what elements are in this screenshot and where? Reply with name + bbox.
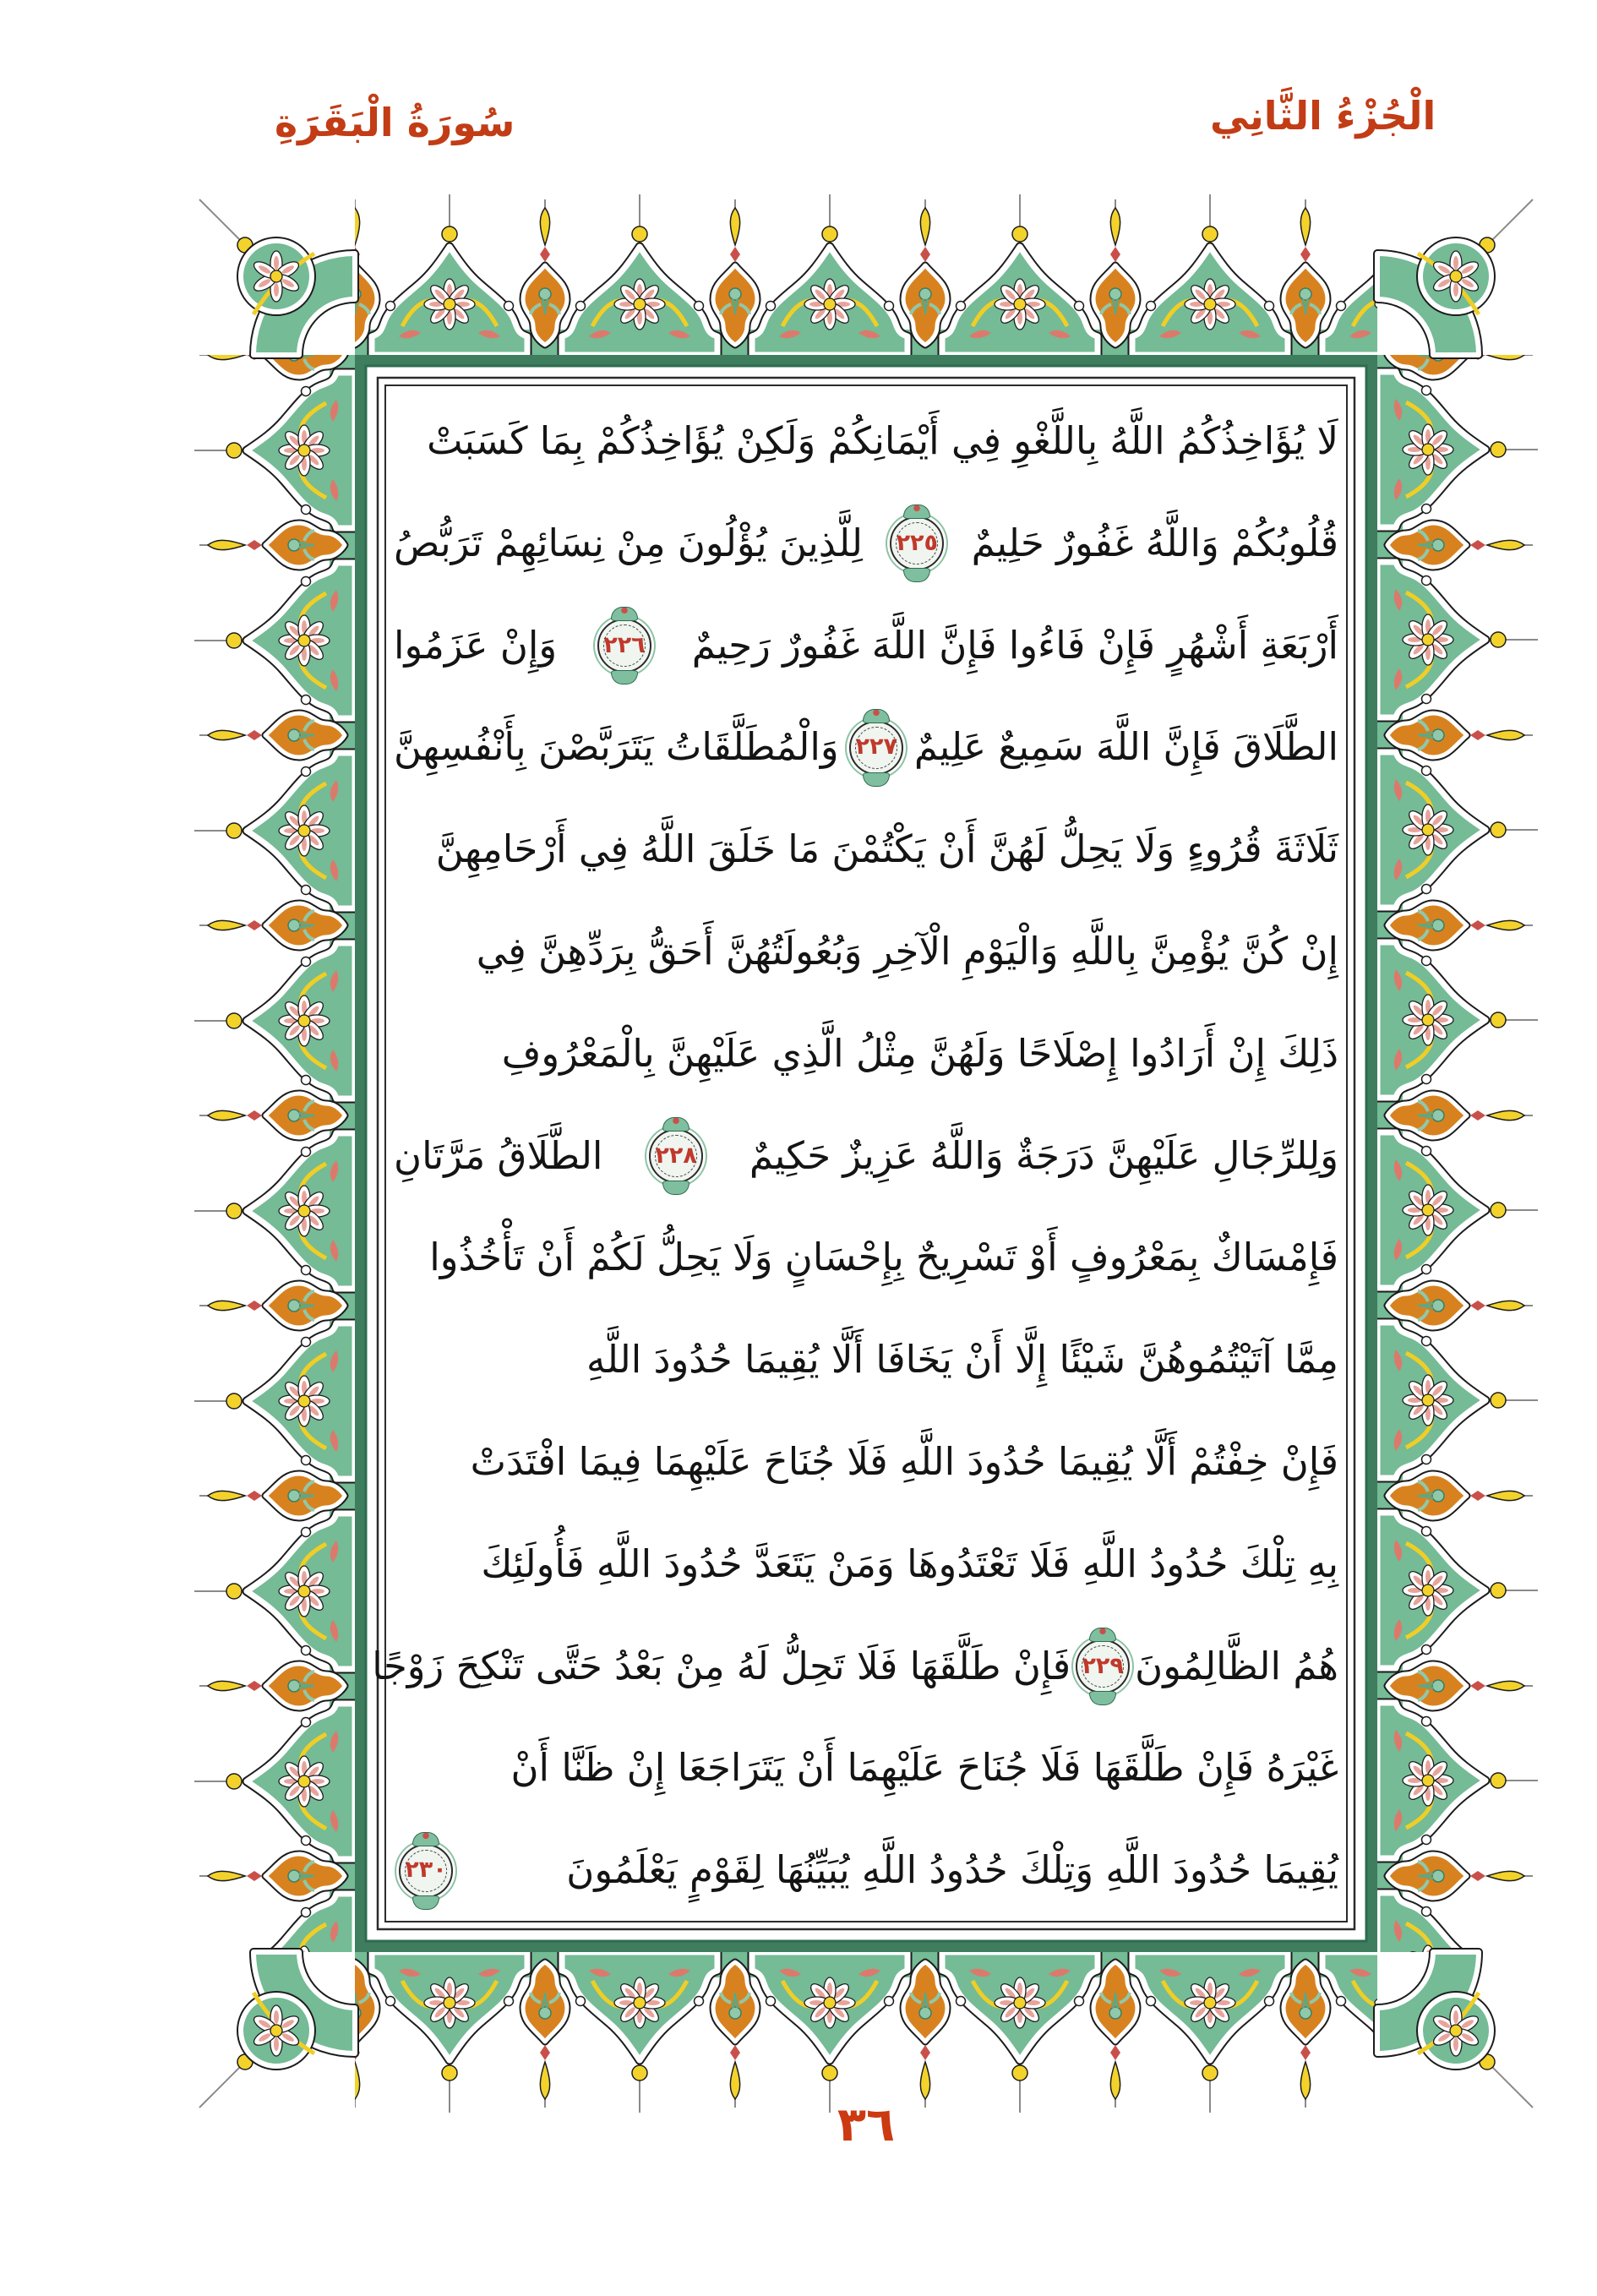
ayah-text: بِهِ تِلْكَ حُدُودُ اللَّهِ فَلَا تَعْتَدُوهَا وَمَنْ يَتَعَدَّ حُدُودَ اللَّهِ فَأُولَئِكَ bbox=[481, 1541, 1338, 1586]
border-band-bottom bbox=[355, 1952, 1377, 2113]
border-band-left bbox=[194, 355, 355, 1952]
verse-marker: ٢٢٩ bbox=[1076, 1639, 1130, 1693]
ayah-text: مِمَّا آتَيْتُمُوهُنَّ شَيْئًا إِلَّا أَنْ يَخَافَا أَلَّا يُقِيمَا حُدُودَ اللَّهِ bbox=[586, 1337, 1338, 1383]
surah-title: سُورَةُ الْبَقَرَةِ bbox=[275, 100, 515, 145]
quran-line bbox=[394, 1105, 1338, 1208]
quran-line bbox=[394, 1411, 1338, 1513]
juz-title: الْجُزْءُ الثَّانِي bbox=[1210, 93, 1436, 139]
ayah-text: وَلِلرِّجَالِ عَلَيْهِنَّ دَرَجَةٌ وَاللَّهُ عَزِيزٌ حَكِيمٌ bbox=[749, 1132, 1338, 1178]
page-number: ٣٦ bbox=[837, 2097, 896, 2152]
verse-marker: ٢٢٧ bbox=[849, 721, 903, 775]
quran-line bbox=[394, 595, 1338, 697]
verse-marker: ٢٣٠ bbox=[399, 1844, 453, 1898]
ayah-text: لِلَّذِينَ يُؤْلُونَ مِنْ نِسَائِهِمْ تَرَبُّصُ bbox=[394, 520, 863, 565]
quran-line bbox=[394, 901, 1338, 1003]
ayah-text: الطَّلَاقُ مَرَّتَانِ bbox=[394, 1132, 603, 1178]
ayah-text: أَرْبَعَةِ أَشْهُرٍ فَإِنْ فَاءُوا فَإِنَّ اللَّهَ غَفُورٌ رَحِيمٌ bbox=[691, 622, 1338, 668]
ayah-text: فَإِنْ طَلَّقَهَا فَلَا تَحِلُّ لَهُ مِنْ بَعْدُ حَتَّى تَنْكِحَ زَوْجًا bbox=[372, 1643, 1071, 1688]
border-band-right bbox=[1377, 355, 1538, 1952]
ayah-text: يُقِيمَا حُدُودَ اللَّهِ وَتِلْكَ حُدُودُ اللَّهِ يُبَيِّنُهَا لِقَوْمٍ يَعْلَمُونَ bbox=[566, 1847, 1338, 1893]
quran-line bbox=[394, 696, 1338, 799]
ayah-text: فَإِنْ خِفْتُمْ أَلَّا يُقِيمَا حُدُودَ اللَّهِ فَلَا جُنَاحَ عَلَيْهِمَا فِيمَا افْتَدَتْ bbox=[470, 1438, 1338, 1484]
ayah-text: فَإِمْسَاكٌ بِمَعْرُوفٍ أَوْ تَسْرِيحٌ بِإِحْسَانٍ وَلَا يَحِلُّ لَكُمْ أَنْ تَأْخُذُوا bbox=[429, 1235, 1338, 1280]
verse-marker: ٢٢٥ bbox=[890, 516, 944, 570]
ayah-text: ذَلِكَ إِنْ أَرَادُوا إِصْلَاحًا وَلَهُنَّ مِثْلُ الَّذِي عَلَيْهِنَّ بِالْمَعْرُوفِ bbox=[501, 1030, 1338, 1076]
ayah-text: وَإِنْ عَزَمُوا bbox=[394, 622, 558, 668]
quran-line bbox=[394, 799, 1338, 901]
corner-ornament-top-left bbox=[199, 199, 355, 355]
quran-line bbox=[394, 1717, 1338, 1819]
quran-line bbox=[394, 390, 1338, 493]
ayah-text: وَالْمُطَلَّقَاتُ يَتَرَبَّصْنَ بِأَنْفُسِهِنَّ bbox=[394, 724, 839, 770]
ayah-text: قُلُوبُكُمْ وَاللَّهُ غَفُورٌ حَلِيمٌ bbox=[971, 520, 1338, 565]
quran-line bbox=[394, 1513, 1338, 1616]
quran-line bbox=[394, 1003, 1338, 1105]
quran-line bbox=[394, 493, 1338, 595]
quran-line bbox=[394, 1309, 1338, 1411]
ayah-text: هُمُ الظَّالِمُونَ bbox=[1135, 1643, 1338, 1688]
corner-ornament-top-right bbox=[1377, 199, 1533, 355]
ayah-text: الطَّلَاقَ فَإِنَّ اللَّهَ سَمِيعٌ عَلِيمٌ bbox=[913, 724, 1338, 770]
ayah-text: إِنْ كُنَّ يُؤْمِنَّ بِاللَّهِ وَالْيَوْمِ الْآخِرِ وَبُعُولَتُهُنَّ أَحَقُّ بِرَدِّهِنَّ فِي bbox=[476, 928, 1338, 973]
verse-marker: ٢٢٦ bbox=[597, 619, 651, 673]
ayah-text: ثَلَاثَةَ قُرُوءٍ وَلَا يَحِلُّ لَهُنَّ أَنْ يَكْتُمْنَ مَا خَلَقَ اللَّهُ فِي أَرْحَامِهِنَّ bbox=[435, 826, 1338, 872]
quran-line bbox=[372, 1616, 1338, 1718]
corner-ornament-bottom-left bbox=[199, 1952, 355, 2108]
ayah-text: لَا يُؤَاخِذُكُمُ اللَّهُ بِاللَّغْوِ فِي أَيْمَانِكُمْ وَلَكِنْ يُؤَاخِذُكُمْ بِمَا كَسَبَتْ bbox=[427, 418, 1338, 463]
quran-line bbox=[394, 1207, 1338, 1309]
verse-marker: ٢٢٨ bbox=[649, 1129, 703, 1183]
quran-lines bbox=[372, 390, 1338, 1922]
border-band-top bbox=[355, 194, 1377, 355]
corner-ornament-bottom-right bbox=[1377, 1952, 1533, 2108]
quran-line bbox=[394, 1819, 1338, 1922]
ayah-text: غَيْرَهُ فَإِنْ طَلَّقَهَا فَلَا جُنَاحَ عَلَيْهِمَا أَنْ يَتَرَاجَعَا إِنْ ظَنَّا أَنْ bbox=[510, 1745, 1338, 1791]
